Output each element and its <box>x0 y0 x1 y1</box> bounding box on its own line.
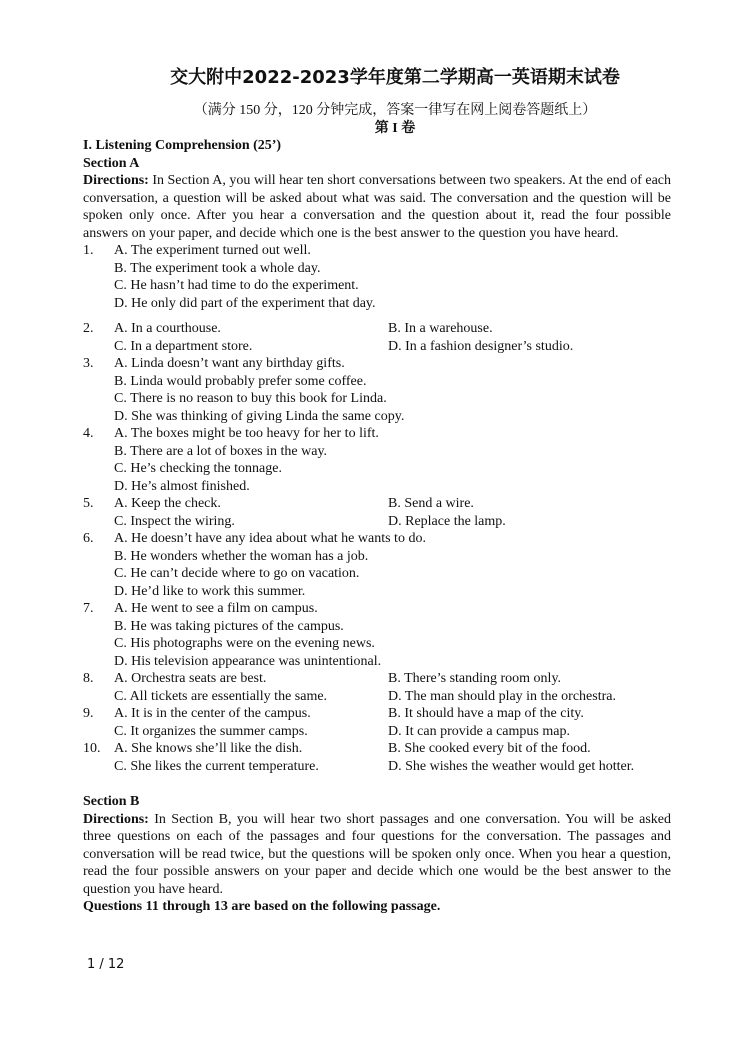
question-number: 5. <box>83 496 94 511</box>
option-a: A. He doesn’t have any idea about what he wants to do. <box>114 531 426 546</box>
directions-text: In Section A, you will hear ten short conversations between two speakers. At the end of each conversation, a question will be asked about what was said. The conversation and the question will be spoken only once. After you hear a conversation and the question about it, read the four possible answers on your paper, and decide which one is the best answer to the question you have heard. <box>83 173 671 241</box>
option-d: D. He’d like to work this summer. <box>114 583 306 599</box>
option-a: A. The boxes might be too heavy for her to lift. <box>114 426 379 441</box>
question-number: 4. <box>83 426 94 441</box>
question-number: 1. <box>83 243 94 258</box>
option-d: D. He’s almost finished. <box>114 478 250 494</box>
option-c: C. Inspect the wiring. <box>114 513 235 529</box>
directions-label: Directions: <box>83 173 149 188</box>
question-number: 9. <box>83 706 94 721</box>
question-7 <box>83 600 671 670</box>
option-b: B. There’s standing room only. <box>388 671 562 686</box>
option-a: A. Orchestra seats are best. <box>114 671 267 686</box>
option-a: A. She knows she’ll like the dish. <box>114 741 303 756</box>
question-8 <box>83 670 671 705</box>
option-b: B. The experiment took a whole day. <box>114 260 321 276</box>
option-a: A. Keep the check. <box>114 496 221 511</box>
option-c: C. In a department store. <box>114 338 253 354</box>
option-d: D. It can provide a campus map. <box>388 723 570 739</box>
option-b: B. There are a lot of boxes in the way. <box>114 443 328 459</box>
option-a: A. It is in the center of the campus. <box>114 706 311 721</box>
option-d: D. She was thinking of giving Linda the same copy. <box>114 408 405 424</box>
question-10 <box>83 740 671 775</box>
option-c: C. He’s checking the tonnage. <box>114 461 282 476</box>
page-number: 1 / 12 <box>87 957 125 972</box>
option-c: C. He can’t decide where to go on vacation. <box>114 566 360 581</box>
option-b: B. He wonders whether the woman has a job. <box>114 548 369 564</box>
option-a: A. Linda doesn’t want any birthday gifts. <box>114 356 345 371</box>
option-b: B. He was taking pictures of the campus. <box>114 618 344 634</box>
section-b-heading: Section B <box>83 794 140 809</box>
question-3 <box>83 355 671 425</box>
exam-subtitle: （满分 150 分，120 分钟完成，答案一律写在网上阅卷答题纸上） <box>193 103 597 118</box>
option-d: D. She wishes the weather would get hotter. <box>388 758 635 774</box>
option-d: D. In a fashion designer’s studio. <box>388 338 574 354</box>
option-c: C. His photographs were on the evening news. <box>114 636 375 651</box>
page-content <box>83 66 671 916</box>
option-c: C. There is no reason to buy this book for Linda. <box>114 391 387 406</box>
section-b-instruction: Questions 11 through 13 are based on the following passage. <box>83 899 441 914</box>
option-a: A. He went to see a film on campus. <box>114 601 318 616</box>
option-c: C. He hasn’t had time to do the experiment. <box>114 278 359 293</box>
option-c: C. She likes the current temperature. <box>114 758 319 774</box>
question-4 <box>83 425 671 495</box>
option-a: A. The experiment turned out well. <box>114 243 311 258</box>
question-number: 3. <box>83 356 94 371</box>
question-number: 6. <box>83 531 94 546</box>
option-d: D. He only did part of the experiment that day. <box>114 295 376 311</box>
option-a: A. In a courthouse. <box>114 321 221 336</box>
option-b: B. In a warehouse. <box>388 321 493 336</box>
question-number: 10. <box>83 741 101 756</box>
option-d: D. His television appearance was unintentional. <box>114 653 382 669</box>
question-9 <box>83 705 671 740</box>
question-number: 2. <box>83 321 94 336</box>
question-1 <box>83 242 671 312</box>
option-c: C. All tickets are essentially the same. <box>114 688 328 704</box>
directions-label: Directions: <box>83 811 149 827</box>
directions-text: In Section B, you will hear two short passages and one conversation. You will be asked three questions on each of the passages and four questions for the conversation. The passages and conversation will be read twice, but the questions will be spoken only once. When you hear a question, read the four possible answers on your paper and decide which one would be the best answer to the question you have heard. <box>83 811 671 897</box>
option-c: C. It organizes the summer camps. <box>114 723 308 739</box>
section-a-heading: Section A <box>83 155 140 171</box>
option-b: B. She cooked every bit of the food. <box>388 741 591 756</box>
option-d: D. The man should play in the orchestra. <box>388 688 616 704</box>
question-number: 7. <box>83 601 94 616</box>
exam-title: 交大附中2022-2023学年度第二学期高一英语期末试卷 <box>170 67 620 88</box>
question-5 <box>83 495 671 530</box>
option-b: B. Linda would probably prefer some coffee. <box>114 373 367 389</box>
section-a-directions <box>83 172 671 242</box>
section-b-directions <box>83 811 671 899</box>
option-b: B. It should have a map of the city. <box>388 706 584 721</box>
question-2 <box>83 320 671 355</box>
option-d: D. Replace the lamp. <box>388 513 506 529</box>
question-6 <box>83 530 671 600</box>
volume-heading: 第 I 卷 <box>374 121 416 136</box>
part1-heading: I. Listening Comprehension (25’) <box>83 138 282 153</box>
question-number: 8. <box>83 671 94 686</box>
option-b: B. Send a wire. <box>388 496 474 511</box>
